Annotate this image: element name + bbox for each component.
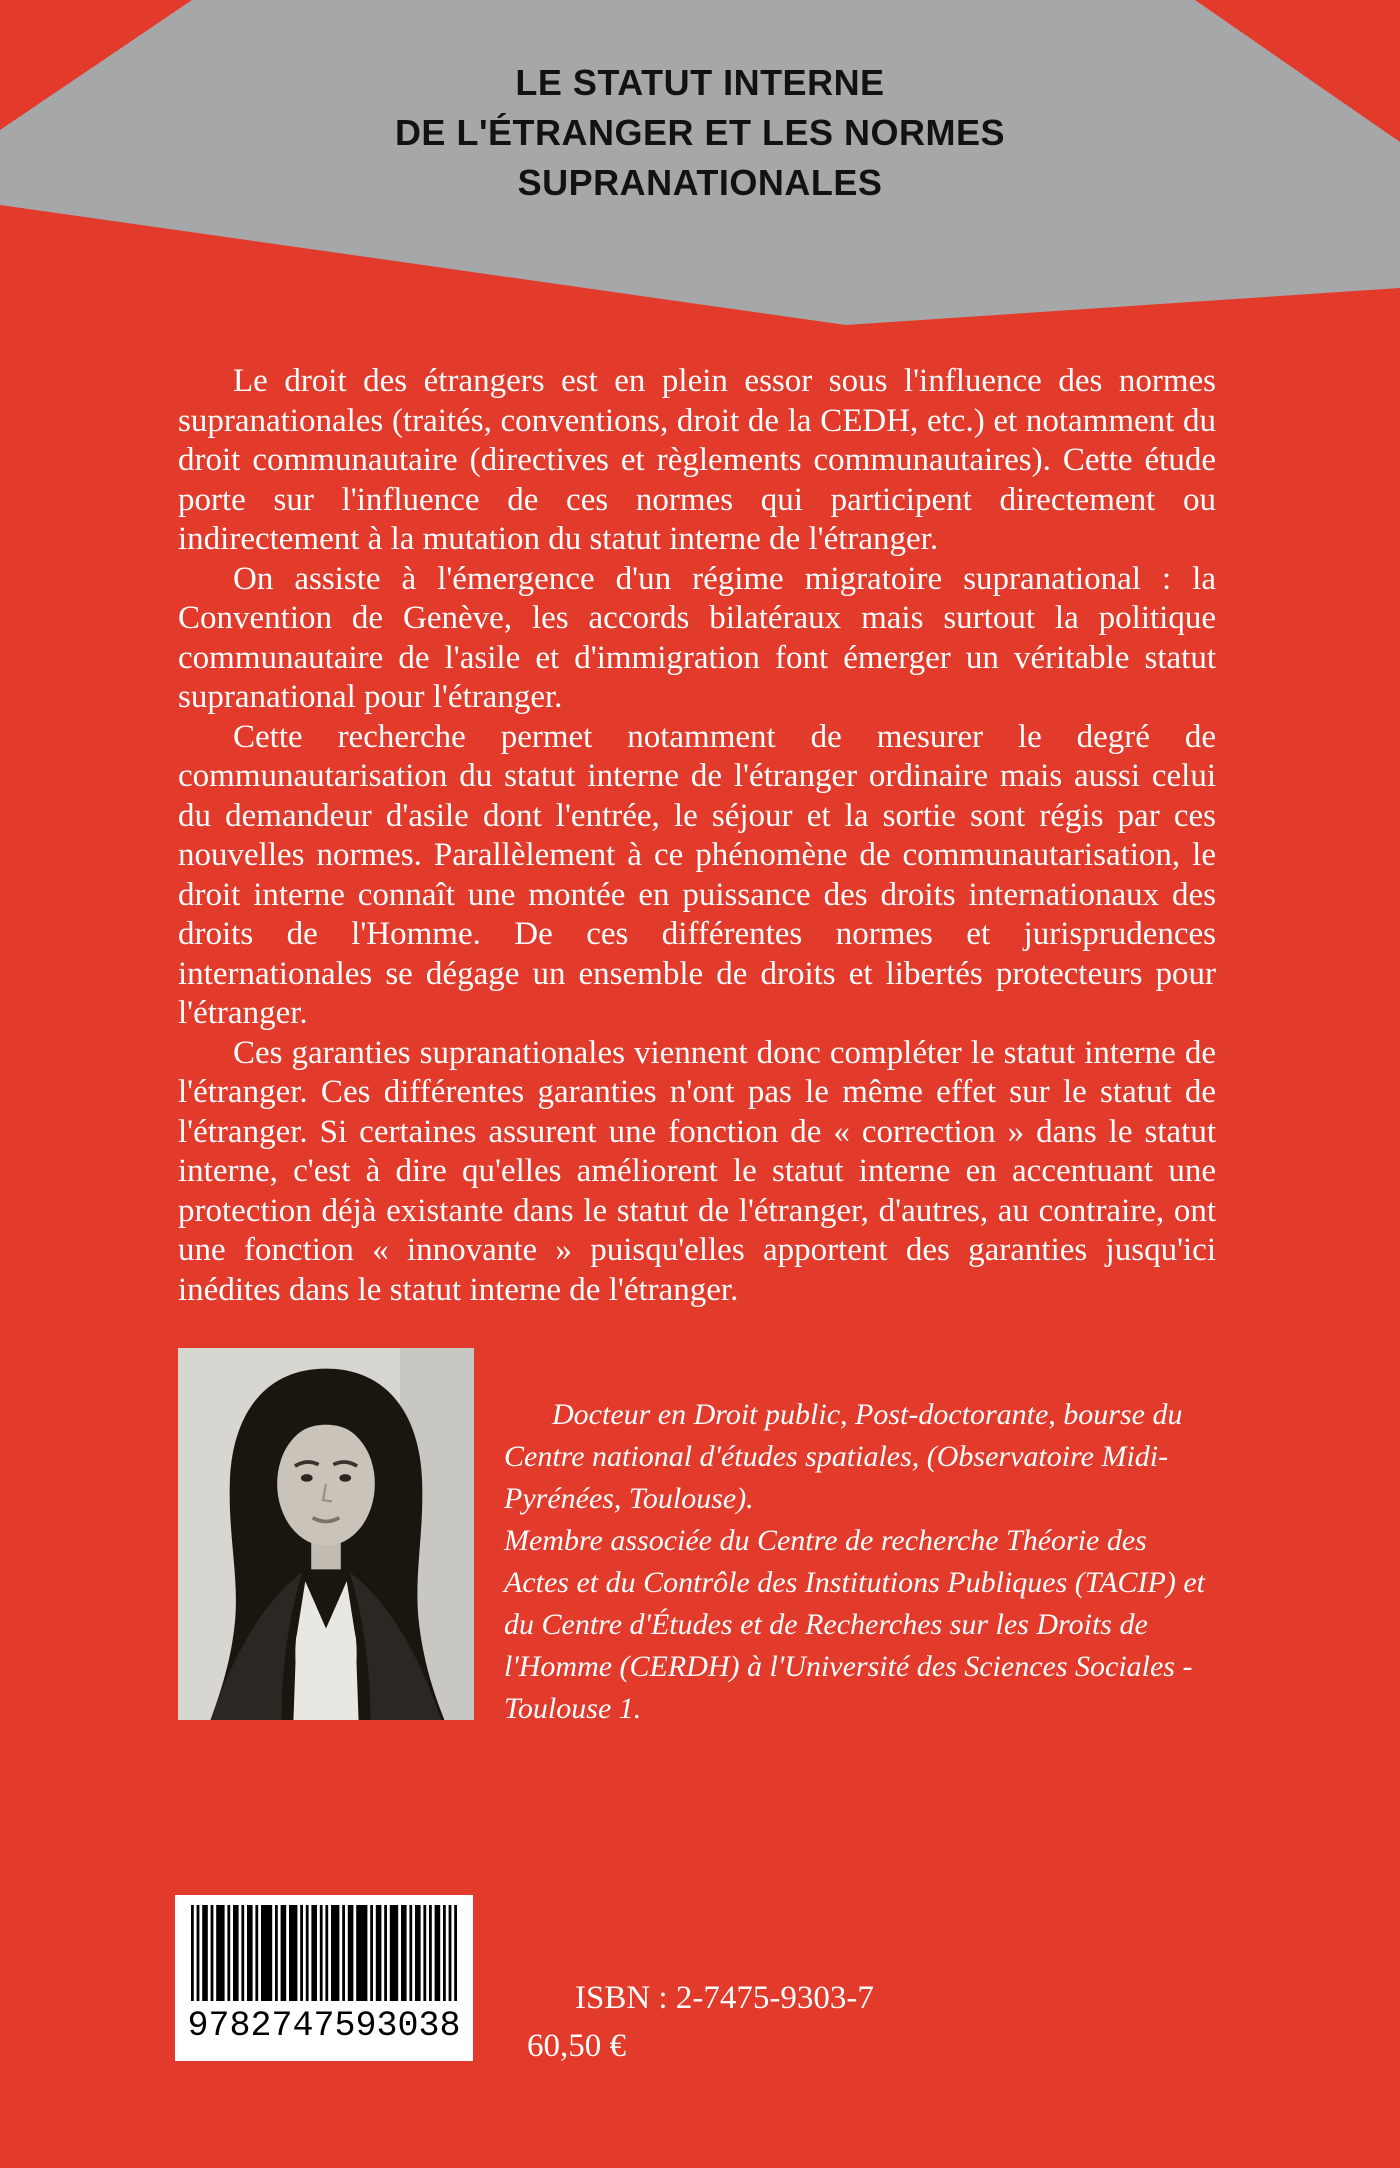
author-bio-paragraph: Docteur en Droit public, Post-doctorante, bourse du Centre national d'études spatiales, (Observatoire Midi-Pyrénées, Toulouse).: [504, 1398, 1183, 1515]
book-title: [0, 58, 1400, 208]
synopsis-paragraph: Le droit des étrangers est en plein essor sous l'influence des normes supranationales (traités, conventions, droit de la CEDH, etc.) et notamment du droit communautaire (directives et règlements communautaires). Cette étude porte sur l'influence de ces normes qui participent directement ou indirectement à la mutation du statut interne de l'étranger.: [178, 363, 1216, 557]
author-portrait-image: [178, 1348, 474, 1720]
author-bio-paragraph: Membre associée du Centre de recherche Théorie des Actes et du Contrôle des Institutions Publiques (TACIP) et du Centre d'Études et de Recherches sur les Droits de l'Homme (CERDH) à l'Université des Sciences Sociales -Toulouse 1.: [504, 1524, 1206, 1725]
barcode-number: 9782747593038: [187, 2006, 461, 2046]
barcode-bars: [191, 1905, 457, 2001]
synopsis-paragraph: Cette recherche permet notamment de mesurer le degré de communautarisation du statut interne de l'étranger ordinaire mais aussi celui du demandeur d'asile dont l'entrée, le séjour et la sortie sont régis par ces nouvelles normes. Parallèlement à ce phénomène de communautarisation, le droit interne connaît une montée en puissance des droits internationaux des droits de l'Homme. De ces différentes normes et jurisprudences internationales se dégage un ensemble de droits et libertés protecteurs pour l'étranger.: [178, 718, 1216, 1031]
book-title-line: SUPRANATIONALES: [517, 162, 883, 203]
synopsis: [178, 362, 1216, 1310]
author-bio: [504, 1394, 1216, 1730]
author-section: [178, 1348, 1216, 1730]
synopsis-paragraph: Ces garanties supranationales viennent donc compléter le statut interne de l'étranger. Ces différentes garanties n'ont pas le même effet sur le statut de l'étranger. Si certaines assurent une fonction de « correction » dans le statut interne, c'est à dire qu'elles améliorent le statut interne en accentuant une protection déjà existante dans le statut de l'étranger, d'autres, au contraire, ont une fonction « innovante » puisqu'elles apportent des garanties jusqu'ici inédites dans le statut interne de l'étranger.: [178, 1034, 1216, 1308]
synopsis-paragraph: On assiste à l'émergence d'un régime migratoire supranational : la Convention de Genève, les accords bilatéraux mais surtout la politique communautaire de l'asile et d'immigration font émerger un véritable statut supranational pour l'étranger.: [178, 560, 1216, 715]
book-title-line: DE L'ÉTRANGER ET LES NORMES: [394, 112, 1006, 153]
author-photo: [178, 1348, 474, 1720]
isbn: ISBN : 2-7475-9303-7: [575, 1980, 874, 2016]
book-title-line: LE STATUT INTERNE: [515, 62, 885, 103]
price: 60,50 €: [527, 2028, 626, 2064]
barcode: [175, 1895, 473, 2061]
